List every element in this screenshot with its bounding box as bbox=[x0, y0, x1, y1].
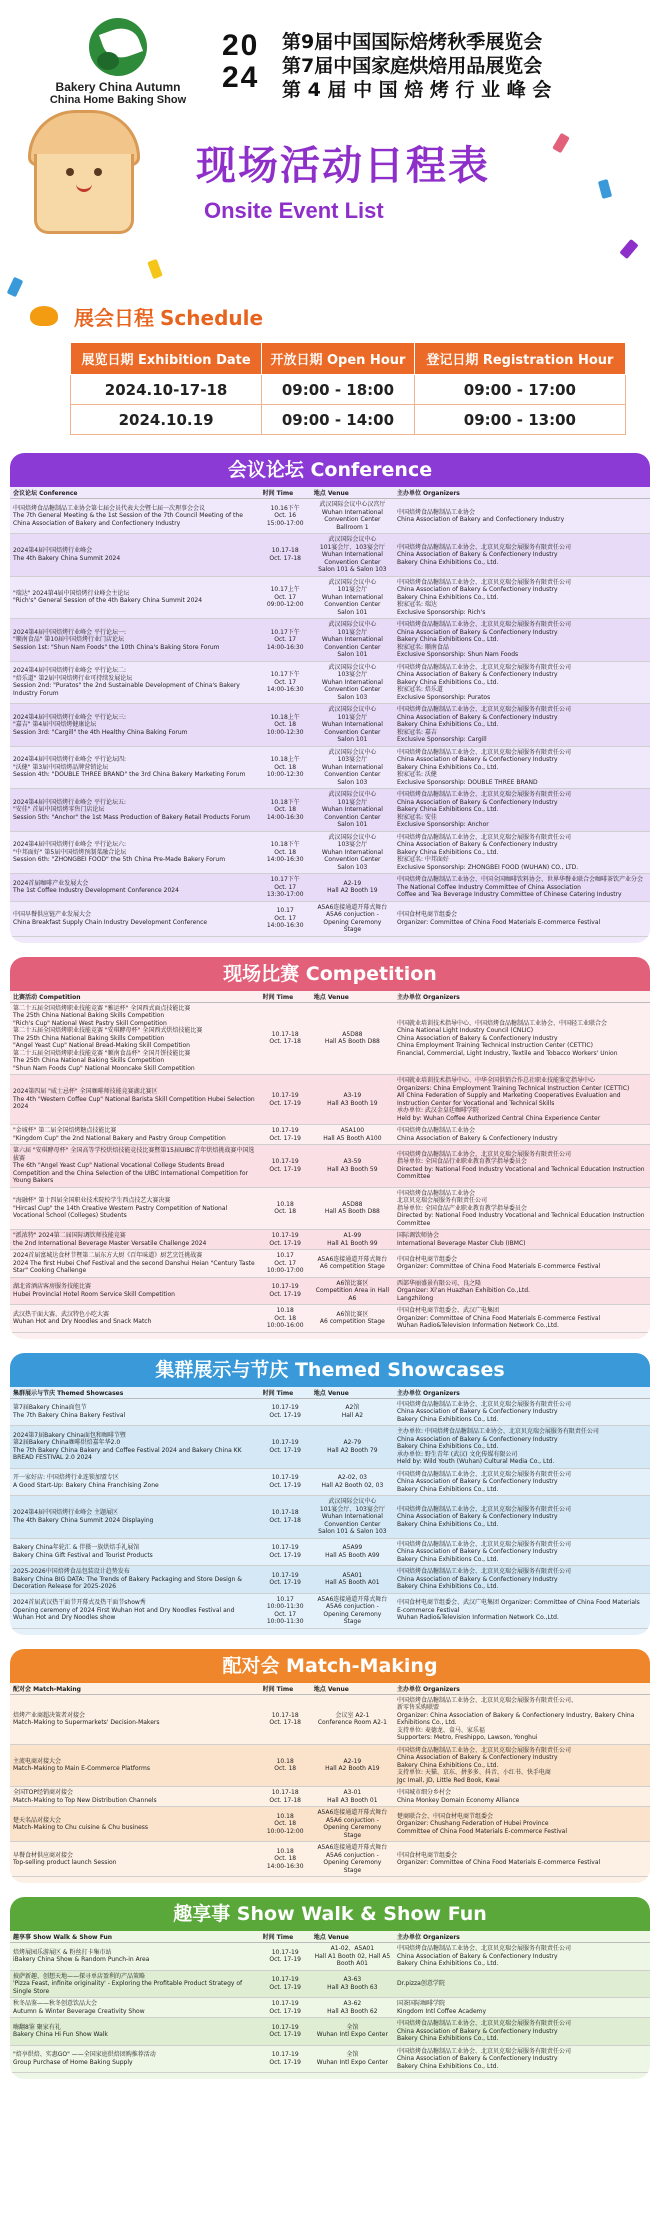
section-comp bbox=[10, 957, 650, 1339]
event-organizers: 中国就业培训技术指导中心、中国焙烤食品糖制品工业协会、中国轻工业联合会 China National Light Industry Council (CNLIC) China Association of Bakery & Confectionery Industry China Employment Training Technical Instruction Center (CETTIC) Financial, Commercial, Light Industry, Textile and Tobacco Workers' Union bbox=[394, 1002, 650, 1075]
table-row bbox=[10, 746, 650, 789]
section-match bbox=[10, 1649, 650, 1884]
event-name: "派浓特" 2024第二届国际调饮师技能竞赛 the 2nd International Beverage Master Versatile Challenge 2024 bbox=[10, 1230, 260, 1250]
column-header-event: 集群展示与节庆 Themed Showcases bbox=[10, 1387, 260, 1399]
table-row bbox=[10, 1230, 650, 1250]
event-name: 第六届 "安琪酵母杯" 全国高等学校烘焙技能竞技比赛暨第15届UIBC青年烘焙挑战赛中国选拔赛 The 6th "Angel Yeast Cup" National Vocational College Students Bread Competition and the China Selection of the UIBC International Competition for Young Bakers bbox=[10, 1145, 260, 1188]
table-row bbox=[10, 2045, 650, 2073]
event-time: 10.18 Oct. 18 bbox=[260, 1744, 311, 1787]
event-time: 10.17下午 Oct. 17 13:30-17:00 bbox=[260, 874, 311, 902]
event-name: 焙烤产业商超决策者对接会 Match-Making to Supermarkets' Decision-Makers bbox=[10, 1694, 260, 1744]
table-row bbox=[10, 1145, 650, 1188]
event-time: 10.17下午 Oct. 17 14:00-16:30 bbox=[260, 619, 311, 662]
event-organizers: 中国就业培训技术指导中心、中华全国供销合作总社职业技能鉴定指导中心 Organizers: China Employment Training Technical Instruction Center (CETTIC) All China Federation of Supply and Marketing Cooperatives Evaluation and Instruction Center for Vocational and Technical Skills 承办单位: 武汉金皇廷咖啡学院 Held by: Wuhan Coffee Authorized Central China Experience Center bbox=[394, 1075, 650, 1125]
column-header-time: 时间 Time bbox=[260, 991, 311, 1003]
section-show bbox=[10, 1353, 650, 1635]
event-organizers: 中国焙烤食品糖制品工业协会、北京贝克瑞会展服务有限责任公司 China Association of Bakery & Confectionery Industry Bakery China Exhibitions Co., Ltd. bbox=[394, 1398, 650, 1426]
event-time: 10.16下午 Oct. 16 15:00-17:00 bbox=[260, 499, 311, 534]
event-name: 全国TOP经销商对接会 Match-Making to Top New Distribution Channels bbox=[10, 1787, 260, 1807]
table-row bbox=[10, 1744, 650, 1787]
column-header-venue: 地点 Venue bbox=[311, 1683, 394, 1695]
event-venue: A5D88 Hall A5 Booth D88 bbox=[311, 1187, 394, 1230]
column-header-event: 会议论坛 Conference bbox=[10, 487, 260, 499]
event-venue: A3-01 Hall A3 Booth 01 bbox=[311, 1787, 394, 1807]
event-time: 10.17 Oct. 17 10:00-17:00 bbox=[260, 1250, 311, 1278]
event-name: "瑞达" 2024第4届中国焙烤行业峰会主论坛 "Rich's" General Session of the 4th Bakery China Summit 2024 bbox=[10, 576, 260, 619]
event-time: 10.17 10:00-11:30 Oct. 17 10:00-11:30 bbox=[260, 1593, 311, 1628]
event-venue: A5A01 Hall A5 Booth A01 bbox=[311, 1566, 394, 1594]
event-time: 10.17-18 Oct. 17-18 bbox=[260, 534, 311, 577]
logo-emblem-icon bbox=[89, 18, 147, 76]
event-time: 10.18上午 Oct. 18 10:00-12:30 bbox=[260, 704, 311, 747]
event-time: 10.17上午 Oct. 17 09:00-12:00 bbox=[260, 576, 311, 619]
section-walk bbox=[10, 1897, 650, 2079]
event-time: 10.17-18 Oct. 17-18 bbox=[260, 1787, 311, 1807]
event-time: 10.17-19 Oct. 17-19 bbox=[260, 1230, 311, 1250]
column-header-organizers: 主办单位 Organizers bbox=[394, 1931, 650, 1943]
schedule-header-open: 开放日期 Open Hour bbox=[262, 343, 415, 375]
table-row bbox=[10, 1277, 650, 1305]
onsite-banner bbox=[0, 110, 660, 300]
event-time: 10.17-19 Oct. 17-19 bbox=[260, 1970, 311, 1998]
schedule-title-cn: 展会日程 bbox=[74, 306, 154, 330]
event-organizers: 西部华丽盛景有限公司、良之隆 Organizer: Xi'an Huazhan Exhibition Co.,Ltd. Langzhilong bbox=[394, 1277, 650, 1305]
title-line-3: 第 4 届 中 国 焙 烤 行 业 峰 会 bbox=[282, 79, 552, 101]
event-venue: A5A6连接通道开幕式舞台 A6 competition Stage bbox=[311, 1250, 394, 1278]
event-time: 10.17-19 Oct. 17-19 bbox=[260, 2018, 311, 2046]
event-name: "海融杯" 第十四届全国职业技术院校学生西点技艺大赛决赛 "Hircasl Cup" the 14th Creative Western Pastry Competition of National Vocational School (Colleges) Students bbox=[10, 1187, 260, 1230]
event-venue: A2馆 Hall A2 bbox=[311, 1398, 394, 1426]
event-time: 10.17下午 Oct. 17 14:00-16:30 bbox=[260, 661, 311, 704]
event-time: 10.17-19 Oct. 17-19 bbox=[260, 1277, 311, 1305]
column-header-venue: 地点 Venue bbox=[311, 991, 394, 1003]
column-header-venue: 地点 Venue bbox=[311, 1387, 394, 1399]
event-organizers: 中国焙烤食品糖制品工业协会 China Association of Bakery and Confectionery Industry bbox=[394, 499, 650, 534]
table-row bbox=[10, 1998, 650, 2018]
event-venue: A2-02, 03 Hall A2 Booth 02, 03 bbox=[311, 1468, 394, 1496]
event-venue: A5A6连接通道开幕式舞台 A5A6 conjuction - Opening Ceremony Stage bbox=[311, 1593, 394, 1628]
table-row bbox=[10, 661, 650, 704]
section-title: 趣享事 Show Walk & Show Fun bbox=[10, 1897, 650, 1931]
table-row bbox=[10, 1943, 650, 1971]
event-organizers: 主办单位: 中国焙烤食品糖制品工业协会、北京贝克瑞会展服务有限责任公司 China Association of Bakery & Confectionery Industry Bakery China Exhibitions Co., Ltd. 承办单位: 野生青年 (武汉) 文化传媒有限公司 Held by: Wild Youth (Wuhan) Cultural Media Co., Ltd. bbox=[394, 1426, 650, 1469]
exhibition-titles bbox=[282, 30, 551, 102]
table-row bbox=[10, 1305, 650, 1333]
event-name: 2025-2026中国焙烤食品包装设计趋势发布 Bakery China BIG DATA: The Trends of Bakery Packaging and Store Design & Decoration Release for 2025-2026 bbox=[10, 1566, 260, 1594]
event-name: 2024首届富城达食材节暨第二届东方大厨《百年味道》厨艺烹饪挑战赛 2024 The first Hubei Chef Festival and the second Danshui Heian "Century Taste Star" Cooking Challenge bbox=[10, 1250, 260, 1278]
table-row bbox=[10, 1398, 650, 1426]
event-name: 2024第7届Bakery China面包和咖啡节暨 第2届Bakery China咖啡烘焙嘉年华2.0 The 7th Bakery China Bakery and Coffee Festival 2024 and Bakery China KK BREAD FESTIVAL 2.0 2024 bbox=[10, 1426, 260, 1469]
year-mark bbox=[222, 30, 259, 94]
event-organizers: 中国焙烤食品糖制品工业协会、北京贝克瑞会展服务有限责任公司 China Association of Bakery & Confectionery Industry Bakery China Exhibitions Co., Ltd. 独家冠名: 安佳 Exclusive Sponsorship: Anchor bbox=[394, 789, 650, 832]
event-organizers: 中国焙烤食品糖制品工业协会、北京贝克瑞会展服务有限责任公司 China Association of Bakery & Confectionery Industry Bakery China Exhibitions Co., Ltd. bbox=[394, 1468, 650, 1496]
event-venue: A1-02、A5A01 Hall A1 Booth 02, Hall A5 Booth A01 bbox=[311, 1943, 394, 1971]
event-title-cn: 现场活动日程表 bbox=[196, 143, 490, 189]
section-title: 集群展示与节庆 Themed Showcases bbox=[10, 1353, 650, 1387]
table-row bbox=[10, 874, 650, 902]
event-venue: A3-63 Hall A3 Booth 63 bbox=[311, 1970, 394, 1998]
event-venue: 全馆 Wuhan Intl Expo Center bbox=[311, 2045, 394, 2073]
event-name: 2024第4届中国焙烤行业峰会 平行论坛六: "中邦面好" 第5届中国焙烤预制菜融合论坛 Session 6th: "ZHONGBEI FOOD" the 5th China Pre-Made Bakery Forum bbox=[10, 831, 260, 874]
event-name: 2024首届武汉热干面节开幕式及热干面节show秀 Opening ceremony of 2024 First Wuhan Hot and Dry Noodles Festival and Wuhan Hot and Dry Noodles show bbox=[10, 1593, 260, 1628]
event-venue: A5A99 Hall A5 Booth A99 bbox=[311, 1538, 394, 1566]
schedule-open-hour: 09:00 - 14:00 bbox=[262, 405, 415, 435]
croissant-icon bbox=[30, 306, 58, 326]
event-time: 10.18上午 Oct. 18 10:00-12:30 bbox=[260, 746, 311, 789]
event-venue: A2-19 Hall A2 Booth A19 bbox=[311, 1744, 394, 1787]
sections-container bbox=[0, 453, 660, 2079]
event-venue: 武汉国际会议中心 101宴会厅 Wuhan International Convention Center Salon 101 bbox=[311, 704, 394, 747]
column-header-event: 比赛活动 Competition bbox=[10, 991, 260, 1003]
column-header-time: 时间 Time bbox=[260, 1931, 311, 1943]
table-row bbox=[10, 1496, 650, 1539]
table-row bbox=[10, 1566, 650, 1594]
event-time: 10.17-18 Oct. 17-18 bbox=[260, 1694, 311, 1744]
event-name: 2024首届咖啡产业发展大会 The 1st Coffee Industry Development Conference 2024 bbox=[10, 874, 260, 902]
table-row bbox=[10, 499, 650, 534]
table-row bbox=[10, 1787, 650, 1807]
event-name: 主流电商对接大会 Match-Making to Main E-Commerce Platforms bbox=[10, 1744, 260, 1787]
event-organizers: 中国焙烤食品糖制品工业协会、中国全国咖啡饮料协会、世界华餐业联合会咖啡茶饮产业分会 The National Coffee Industry Committee of China Association Coffee and Tea Beverage Industry Committee of Chinese Catering Industry bbox=[394, 874, 650, 902]
section-conf bbox=[10, 453, 650, 943]
event-name: 2024第4届中国焙烤行业峰会 平行论坛一: "顺南食品" 第10届中国焙烤行业门店论坛 Session 1st: "Shun Nam Foods" the 10th China's Baking Store Forum bbox=[10, 619, 260, 662]
column-header-time: 时间 Time bbox=[260, 487, 311, 499]
event-organizers: 中国食材电商节组委会 Organizer: Committee of China Food Materials E-commerce Festival bbox=[394, 1250, 650, 1278]
event-time: 10.17-19 Oct. 17-19 bbox=[260, 1538, 311, 1566]
event-name: 2024第4届中国焙烤行业峰会 平行论坛二: "焙乐道" 第2届中国焙烤行业可持续发展论坛 Session 2nd: "Puratos" the 2nd Sustainable Development of China's Bakery Industry Forum bbox=[10, 661, 260, 704]
year-bottom: 24 bbox=[222, 61, 260, 94]
event-venue: A3-59 Hall A3 Booth 59 bbox=[311, 1145, 394, 1188]
event-time: 10.18 Oct. 18 10:00-12:00 bbox=[260, 1807, 311, 1842]
year-top: 20 bbox=[222, 29, 260, 62]
event-organizers: 中国食材电商节组委会 Organizer: Committee of China Food Materials E-commerce Festival bbox=[394, 1842, 650, 1877]
schedule-registration-hour: 09:00 - 17:00 bbox=[414, 375, 625, 405]
event-name: 2024第4届中国焙烤行业峰会 The 4th Bakery China Summit 2024 bbox=[10, 534, 260, 577]
event-name: 开一家好店: 中国焙烤行业连锁加盟专区 A Good Start-Up: Bakery China Franchising Zone bbox=[10, 1468, 260, 1496]
event-name: 2024第四届 "威士忌杯" 全国咖啡师技能竞赛湖北赛区 The 4th "Western Coffee Cup" National Barista Skill Competition Hubei Selection 2024 bbox=[10, 1075, 260, 1125]
event-title-en: Onsite Event List bbox=[204, 198, 384, 223]
event-time: 10.17-18 Oct. 17-18 bbox=[260, 1496, 311, 1539]
event-organizers: 中国焙烤食品糖制品工业协会、北京贝克瑞会展服务有限责任公司 China Association of Bakery & Confectionery Industry Bakery China Exhibitions Co., Ltd. bbox=[394, 1538, 650, 1566]
event-name: 2024第4届中国焙烤行业峰会 平行论坛三: "嘉吉" 第4届中国焙烤健康论坛 Session 3rd: "Cargill" the 4th Healthy China Baking Forum bbox=[10, 704, 260, 747]
event-venue: 武汉国际会议中心 101宴会厅、103宴会厅 Wuhan International Convention Center Salon 101 & Salon 103 bbox=[311, 534, 394, 577]
event-name: 秋冬品鉴——秋冬创意饮品大会 Autumn & Winter Beverage Creativity Show bbox=[10, 1998, 260, 2018]
table-row bbox=[10, 704, 650, 747]
table-row bbox=[10, 1125, 650, 1145]
event-venue: 武汉国际会议中心 103宴会厅 Wuhan International Convention Center Salon 103 bbox=[311, 746, 394, 789]
event-name: 湖北省酒店客房服务技能比赛 Hubei Provincial Hotel Room Service Skill Competition bbox=[10, 1277, 260, 1305]
event-time: 10.17-19 Oct. 17-19 bbox=[260, 1998, 311, 2018]
confetti-icon bbox=[147, 259, 163, 279]
table-row bbox=[10, 901, 650, 936]
table-row bbox=[10, 1075, 650, 1125]
event-time: 10.17 Oct. 17 14:00-16:30 bbox=[260, 901, 311, 936]
logo-text-line2: China Home Baking Show bbox=[49, 94, 187, 106]
event-venue: A6馆比赛区 Competition Area in Hall A6 bbox=[311, 1277, 394, 1305]
event-table bbox=[10, 1387, 650, 1629]
table-row bbox=[10, 1187, 650, 1230]
title-line-2: 第7届中国家庭烘焙用品展览会 bbox=[282, 55, 543, 77]
event-venue: 会议室 A2-1 Conference Room A2-1 bbox=[311, 1694, 394, 1744]
table-row bbox=[10, 1807, 650, 1842]
event-time: 10.18 Oct. 18 10:00-16:00 bbox=[260, 1305, 311, 1333]
event-venue: 武汉国际会议中心 103宴会厅 Wuhan International Convention Center Salon 103 bbox=[311, 661, 394, 704]
event-organizers: 中国城市细分乡村会 China Monkey Domain Economy Alliance bbox=[394, 1787, 650, 1807]
schedule-table bbox=[70, 342, 626, 435]
schedule-row bbox=[71, 405, 626, 435]
event-organizers: 中国食材电商节组委会 Organizer: Committee of China Food Materials E-commerce Festival bbox=[394, 901, 650, 936]
event-table bbox=[10, 1683, 650, 1878]
event-organizers: 中国焙烤食品糖制品工业协会、北京贝克瑞会展服务有限责任公司 指导单位: 全国食品行业职业教育教学指导委员会 Directed by: National Food Industry Vocational and Technical Education Instruction Committee bbox=[394, 1145, 650, 1188]
event-name: "焙享烘焙、实惠GO" ——全国家庭烘焙团购推荐活动 Group Purchase of Home Baking Supply bbox=[10, 2045, 260, 2073]
table-row bbox=[10, 619, 650, 662]
table-row bbox=[10, 1842, 650, 1877]
event-name: 楚天名品对接大会 Match-Making to Chu cuisine & Chu business bbox=[10, 1807, 260, 1842]
event-venue: A5A6连接通道开幕式舞台 A5A6 conjuction - Opening Ceremony Stage bbox=[311, 1842, 394, 1877]
event-table bbox=[10, 1931, 650, 2073]
event-time: 10.17-19 Oct. 17-19 bbox=[260, 1426, 311, 1469]
section-body bbox=[10, 1683, 650, 1884]
section-title: 现场比赛 Competition bbox=[10, 957, 650, 991]
event-organizers: 中国焙烤食品糖制品工业协会 北京贝克瑞会展服务有限责任公司 指导单位: 全国食品产业职业教育教学指导委员会 Directed by: National Food Industry Vocational and Technical Education Instruction Committee bbox=[394, 1187, 650, 1230]
event-time: 10.17-19 Oct. 17-19 bbox=[260, 1943, 311, 1971]
event-name: Bakery China年轮汇 & 伴摄一族烘焙手礼展馆 Bakery China Gift Festival and Tourist Products bbox=[10, 1538, 260, 1566]
event-name: 焙烤展园乐游展区 & 粉丝打卡集市站 iBakery China Show & Random Punch-in Area bbox=[10, 1943, 260, 1971]
column-header-event: 配对会 Match-Making bbox=[10, 1683, 260, 1695]
section-body bbox=[10, 487, 650, 943]
table-row bbox=[10, 1970, 650, 1998]
event-organizers: 中国焙烤食品糖制品工业协会、北京贝克瑞会展服务有限责任公司 China Association of Bakery & Confectionery Industry Bakery China Exhibitions Co., Ltd. 独家冠名: 中邦面好 Exclusive Sponsorship: ZHONGBEI FOOD (WUHAN) CO., LTD. bbox=[394, 831, 650, 874]
event-venue: A5D88 Hall A5 Booth D88 bbox=[311, 1002, 394, 1075]
event-venue: A5A6连接通道开幕式舞台 A5A6 conjuction - Opening Ceremony Stage bbox=[311, 1807, 394, 1842]
event-organizers: 国际调饮师协会 International Beverage Master Club (IBMC) bbox=[394, 1230, 650, 1250]
event-organizers: 中国焙烤食品糖制品工业协会、北京贝克瑞会展服务有限责任公司 China Association of Bakery & Confectionery Industry Bakery China Exhibitions Co., Ltd. 独家冠名: 瑞达 Exclusive Sponsorship: Rich's bbox=[394, 576, 650, 619]
event-name: 第二十五届全国焙烤职业技能竞赛 "雅运杯" 全国西式面点技能比赛 The 25th China National Baking Skills Competition "Rich's Cup" National West Pastry Skill Competition 第二十五届全国焙烤职业技能竞赛 "安琪酵母杯" 全国西式烘焙技能比赛 The 25th China National Baking Skills Competition "Angel Yeast Cup" National Bread-Making Skill Competition 第二十五届全国焙烤职业技能竞赛 "顺南食品杯" 全国月饼技能比赛 The 25th China National Baking Skills Competition "Shun Nam Foods Cup" National Mooncake Skill Competition bbox=[10, 1002, 260, 1075]
event-organizers: 中国焙烤食品糖制品工业协会、北京贝克瑞会展服务有限责任公司 China Association of Bakery & Confectionery Industry Bakery China Exhibitions Co., Ltd. 支持单位: 天猫、京东、拼多多、抖音、小红书、快手电商 Jgc Imall, JD, Little Red Book, Kwai bbox=[394, 1744, 650, 1787]
event-name: 披萨新趣、创想天地——探寻单店盈利的产品策略 'Pizza Feast, infinite originality' - Exploring the Profitable Product Strategy of Single Store bbox=[10, 1970, 260, 1998]
event-organizers: 中国焙烤食品糖制品工业协会、北京贝克瑞会展服务有限责任公司 China Association of Bakery & Confectionery Industry Bakery China Exhibitions Co., Ltd. bbox=[394, 1943, 650, 1971]
column-header-venue: 地点 Venue bbox=[311, 487, 394, 499]
column-header-organizers: 主办单位 Organizers bbox=[394, 487, 650, 499]
event-time: 10.17-19 Oct. 17-19 bbox=[260, 1566, 311, 1594]
column-header-event: 趣享事 Show Walk & Show Fun bbox=[10, 1931, 260, 1943]
table-row bbox=[10, 1468, 650, 1496]
event-time: 10.18 Oct. 18 14:00-16:30 bbox=[260, 1842, 311, 1877]
event-time: 10.17-19 Oct. 17-19 bbox=[260, 1398, 311, 1426]
event-time: 10.18 Oct. 18 bbox=[260, 1187, 311, 1230]
column-header-organizers: 主办单位 Organizers bbox=[394, 1683, 650, 1695]
event-organizers: 中国焙烤食品糖制品工业协会、北京贝克瑞会展服务有限责任公司 China Association of Bakery & Confectionery Industry Bakery China Exhibitions Co., Ltd. bbox=[394, 1566, 650, 1594]
event-name: 2024第4届中国焙烤行业峰会 平行论坛五: "安佳" 首届中国焙烤零售门店论坛 Session 5th: "Anchor" the 1st Mass Production of Bakery Retail Products Forum bbox=[10, 789, 260, 832]
event-name: "金城杯" 第二届全国焙烤糖点技能比赛 "Kingdom Cup" the 2nd National Bakery and Pastry Group Competition bbox=[10, 1125, 260, 1145]
event-time: 10.17-19 Oct. 17-19 bbox=[260, 1468, 311, 1496]
event-name: 中国早餐供应链产业发展大会 China Breakfast Supply Chain Industry Development Conference bbox=[10, 901, 260, 936]
table-row bbox=[10, 1426, 650, 1469]
table-row bbox=[10, 1694, 650, 1744]
event-time: 10.17-19 Oct. 17-19 bbox=[260, 1125, 311, 1145]
event-organizers: 中国焙烤食品糖制品工业协会、北京贝克瑞会展服务有限责任公司 China Association of Bakery & Confectionery Industry Bakery China Exhibitions Co., Ltd. 独家冠名: 沃健 Exclusive Sponsorship: DOUBLE THREE BRAND bbox=[394, 746, 650, 789]
event-organizers: 国茶国际咖啡学院 Kingdom Intl Coffee Academy bbox=[394, 1998, 650, 2018]
confetti-icon bbox=[598, 179, 612, 199]
event-venue: 全馆 Wuhan Intl Expo Center bbox=[311, 2018, 394, 2046]
event-organizers: 中国焙烤食品糖制品工业协会、北京贝克瑞会展服务有限责任公司 China Association of Bakery & Confectionery Industry Bakery China Exhibitions Co., Ltd. bbox=[394, 2018, 650, 2046]
schedule-date: 2024.10.19 bbox=[71, 405, 262, 435]
toast-mascot-icon bbox=[28, 110, 140, 238]
table-row bbox=[10, 1250, 650, 1278]
section-title: 配对会 Match-Making bbox=[10, 1649, 650, 1683]
confetti-icon bbox=[552, 133, 570, 154]
event-venue: 武汉国际会议中心 101宴会厅 Wuhan International Convention Center Salon 101 bbox=[311, 789, 394, 832]
event-name: 2024第4届中国焙烤行业峰会 平行论坛四: "沃健" 第3届中国焙烤品牌营销论坛 Session 4th: "DOUBLE THREE BRAND" the 3rd China Bakery Marketing Forum bbox=[10, 746, 260, 789]
event-venue: A5A100 Hall A5 Booth A100 bbox=[311, 1125, 394, 1145]
event-venue: 武汉国际会议中心汉宫厅 Wuhan International Convention Center Ballroom 1 bbox=[311, 499, 394, 534]
header bbox=[0, 0, 660, 110]
event-organizers: 中国食材电商节组委会、武汉广电集团 Organizer: Committee of China Food Materials E-commerce Festival Wuhan Radio&Television Information Network Co.,Ltd. bbox=[394, 1305, 650, 1333]
event-name: 早餐食材供应商对接会 Top-selling product launch Session bbox=[10, 1842, 260, 1877]
table-row bbox=[10, 1538, 650, 1566]
schedule-header-registration: 登记日期 Registration Hour bbox=[414, 343, 625, 375]
event-time: 10.17-19 Oct. 17-19 bbox=[260, 2045, 311, 2073]
schedule-registration-hour: 09:00 - 13:00 bbox=[414, 405, 625, 435]
table-row bbox=[10, 789, 650, 832]
title-line-1: 第9届中国国际焙烤秋季展览会 bbox=[282, 31, 543, 53]
event-organizers: 楚商联合会、中国食材电商节组委会 Organizer: Chushang Federation of Hubei Province Committee of China Food Materials E-commerce Festival bbox=[394, 1807, 650, 1842]
confetti-icon bbox=[7, 277, 24, 298]
column-header-organizers: 主办单位 Organizers bbox=[394, 991, 650, 1003]
event-organizers: 中国焙烤食品糖制品工业协会、北京贝克瑞会展服务有限责任公司 China Association of Bakery & Confectionery Industry Bakery China Exhibitions Co., Ltd. bbox=[394, 534, 650, 577]
section-title: 会议论坛 Conference bbox=[10, 453, 650, 487]
table-row bbox=[10, 831, 650, 874]
event-venue: A3-19 Hall A3 Booth 19 bbox=[311, 1075, 394, 1125]
schedule-open-hour: 09:00 - 18:00 bbox=[262, 375, 415, 405]
event-organizers: 中国焙烤食品糖制品工业协会、北京贝克瑞会展服务有限责任公司 China Association of Bakery & Confectionery Industry Bakery China Exhibitions Co., Ltd. bbox=[394, 1496, 650, 1539]
table-row bbox=[10, 2018, 650, 2046]
bakery-china-logo bbox=[18, 18, 218, 106]
event-venue: 武汉国际会议中心 103宴会厅 Wuhan International Convention Center Salon 103 bbox=[311, 831, 394, 874]
event-venue: A1-99 Hall A1 Booth 99 bbox=[311, 1230, 394, 1250]
event-time: 10.17-19 Oct. 17-19 bbox=[260, 1075, 311, 1125]
schedule-header-date: 展览日期 Exhibition Date bbox=[71, 343, 262, 375]
event-organizers: 中国食材电商节组委会、武汉广电集团 Organizer: Committee of China Food Materials E-commerce Festival Wuhan Radio&Television Information Network Co.,Ltd. bbox=[394, 1593, 650, 1628]
schedule-heading bbox=[30, 300, 660, 338]
event-venue: 武汉国际会议中心 101宴会厅、103宴会厅 Wuhan International Convention Center Salon 101 & Salon 103 bbox=[311, 1496, 394, 1539]
event-venue: A6馆比赛区 A6 competition Stage bbox=[311, 1305, 394, 1333]
schedule-title bbox=[68, 302, 263, 331]
table-row bbox=[10, 534, 650, 577]
event-organizers: 中国焙烤食品糖制品工业协会、北京贝克瑞会展服务有限责任公司 China Association of Bakery & Confectionery Industry Bakery China Exhibitions Co., Ltd. bbox=[394, 2045, 650, 2073]
schedule-row bbox=[71, 375, 626, 405]
column-header-organizers: 主办单位 Organizers bbox=[394, 1387, 650, 1399]
event-venue: A5A6连接通道开幕式舞台 A5A6 conjuction - Opening Ceremony Stage bbox=[311, 901, 394, 936]
column-header-venue: 地点 Venue bbox=[311, 1931, 394, 1943]
event-table bbox=[10, 991, 650, 1333]
event-organizers: 中国焙烤食品糖制品工业协会、北京贝克瑞会展服务有限责任公司、 新零售采购联盟 Organizer: China Association of Bakery & Confectionery Industry, Bakery China Exhibitions Co., Ltd. 支持单位: 麦德龙、盒马、家乐福 Supporters: Metro, Freshippo, Lawson, Yonghui bbox=[394, 1694, 650, 1744]
section-body bbox=[10, 1387, 650, 1635]
event-venue: A2-19 Hall A2 Booth 19 bbox=[311, 874, 394, 902]
column-header-time: 时间 Time bbox=[260, 1387, 311, 1399]
event-venue: 武汉国际会议中心 101宴会厅 Wuhan International Convention Center Salon 101 bbox=[311, 619, 394, 662]
event-name: 武汉热干面大赛、武汉特色小吃大赛 Wuhan Hot and Dry Noodles and Snack Match bbox=[10, 1305, 260, 1333]
event-name: 嗨翻8鉴 聚家有礼 Bakery China Hi Fun Show Walk bbox=[10, 2018, 260, 2046]
logo-text-line1: Bakery China Autumn bbox=[55, 80, 181, 94]
event-name: 中国焙烤食品糖制品工业协会第七届会员代表大会暨七届一次理事会会议 The 7th General Meeting & the 1st Session of the 7th Council Meeting of the China Association of Bakery and Confectionery Industry bbox=[10, 499, 260, 534]
section-body bbox=[10, 1931, 650, 2079]
schedule-title-en: Schedule bbox=[160, 306, 264, 330]
table-row bbox=[10, 1002, 650, 1075]
event-name: 2024第4届中国焙烤行业峰会 主题展区 The 4th Bakery China Summit 2024 Displaying bbox=[10, 1496, 260, 1539]
event-venue: A3-62 Hall A3 Booth 62 bbox=[311, 1998, 394, 2018]
event-name: 第7届Bakery China面包节 The 7th Bakery China Bakery Festival bbox=[10, 1398, 260, 1426]
table-row bbox=[10, 576, 650, 619]
section-body bbox=[10, 991, 650, 1339]
event-venue: 武汉国际会议中心 101宴会厅 Wuhan International Convention Center Salon 101 bbox=[311, 576, 394, 619]
event-time: 10.17-19 Oct. 17-19 bbox=[260, 1145, 311, 1188]
confetti-icon bbox=[619, 239, 638, 259]
event-table bbox=[10, 487, 650, 937]
event-organizers: 中国焙烤食品糖制品工业协会、北京贝克瑞会展服务有限责任公司 China Association of Bakery & Confectionery Industry Bakery China Exhibitions Co., Ltd. 独家冠名: 焙乐道 Exclusive Sponsorship: Puratos bbox=[394, 661, 650, 704]
table-row bbox=[10, 1593, 650, 1628]
event-organizers: 中国焙烤食品糖制品工业协会 China Association of Bakery & Confectionery Industry bbox=[394, 1125, 650, 1145]
event-organizers: Dr.pizza创意学院 bbox=[394, 1970, 650, 1998]
event-venue: A2-79 Hall A2 Booth 79 bbox=[311, 1426, 394, 1469]
event-time: 10.18下午 Oct. 18 14:00-16:30 bbox=[260, 789, 311, 832]
column-header-time: 时间 Time bbox=[260, 1683, 311, 1695]
schedule-date: 2024.10-17-18 bbox=[71, 375, 262, 405]
event-time: 10.18下午 Oct. 18 14:00-16:30 bbox=[260, 831, 311, 874]
event-time: 10.17-18 Oct. 17-18 bbox=[260, 1002, 311, 1075]
event-organizers: 中国焙烤食品糖制品工业协会、北京贝克瑞会展服务有限责任公司 China Association of Bakery & Confectionery Industry Bakery China Exhibitions Co., Ltd. 独家冠名: 嘉吉 Exclusive Sponsorship: Cargill bbox=[394, 704, 650, 747]
event-organizers: 中国焙烤食品糖制品工业协会、北京贝克瑞会展服务有限责任公司 China Association of Bakery & Confectionery Industry Bakery China Exhibitions Co., Ltd. 独家冠名: 顺南食品 Exclusive Sponsorship: Shun Nam Foods bbox=[394, 619, 650, 662]
